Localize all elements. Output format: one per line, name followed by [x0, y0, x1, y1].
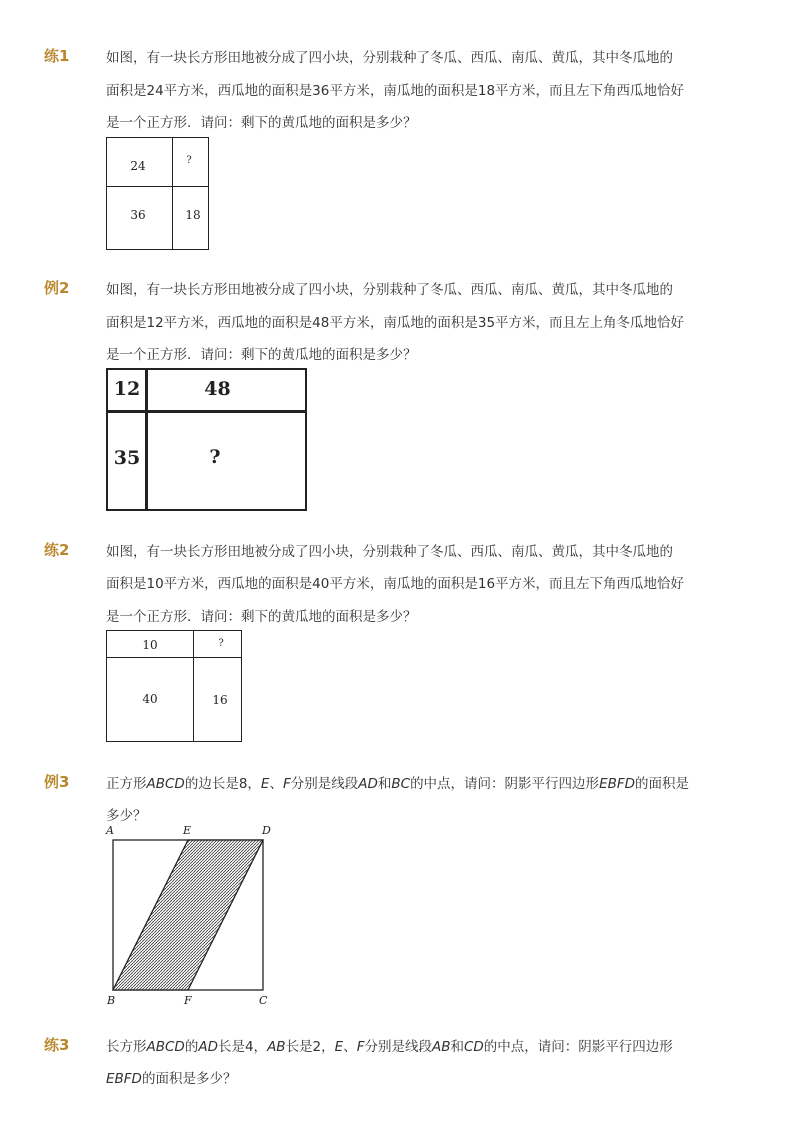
- point-label: E: [183, 824, 192, 837]
- field-cell-pumpkin: 18: [185, 208, 201, 222]
- field-cell-cucumber: ?: [186, 155, 192, 166]
- problem-text-line: 如图，有一块长方形田地被分成了四小块，分别栽种了冬瓜、西瓜、南瓜、黄瓜，其中冬瓜地的: [106, 544, 673, 560]
- problem-text-line: 如图，有一块长方形田地被分成了四小块，分别栽种了冬瓜、西瓜、南瓜、黄瓜，其中冬瓜地的: [106, 50, 673, 66]
- field-cell-watermelon: 36: [130, 208, 146, 222]
- problem-text-line: 正方形ABCD的边长是8，E、F分别是线段AD和BC的中点，请问：阴影平行四边形EBFD的面积是: [106, 776, 690, 792]
- problem-label: 练3: [44, 1036, 70, 1054]
- problem-label: 练2: [44, 541, 70, 559]
- point-label: C: [259, 994, 268, 1007]
- field-cell-winter-melon: 12: [113, 378, 141, 400]
- point-label: A: [106, 824, 114, 837]
- problem-text-line: 多少？: [106, 808, 147, 824]
- problem-label: 例2: [44, 279, 70, 297]
- field-cell-winter-melon: 24: [130, 159, 146, 173]
- problem-text-line: EBFD的面积是多少？: [106, 1071, 237, 1087]
- problem-text-line: 面积是24平方米，西瓜地的面积是36平方米，南瓜地的面积是18平方米，而且左下角西瓜地恰好: [106, 83, 685, 99]
- problem-text-line: 是一个正方形．请问：剩下的黄瓜地的面积是多少？: [106, 609, 417, 625]
- point-label: B: [107, 994, 116, 1007]
- field-cell-winter-melon: 10: [142, 638, 158, 652]
- field-cell-watermelon: 48: [204, 378, 231, 400]
- problem-label: 例3: [44, 773, 70, 791]
- field-cell-watermelon: 40: [142, 692, 158, 706]
- field-cell-cucumber: ?: [218, 638, 224, 649]
- point-label: D: [262, 824, 271, 837]
- point-label: F: [184, 994, 192, 1007]
- problem-text-line: 面积是12平方米，西瓜地的面积是48平方米，南瓜地的面积是35平方米，而且左上角冬瓜地恰好: [106, 315, 685, 331]
- problem-text-line: 是一个正方形．请问：剩下的黄瓜地的面积是多少？: [106, 115, 417, 131]
- shaded-parallelogram: [113, 840, 263, 990]
- problem-label: 练1: [44, 47, 70, 65]
- problem-text-line: 面积是10平方米，西瓜地的面积是40平方米，南瓜地的面积是16平方米，而且左下角西瓜地恰好: [106, 576, 685, 592]
- problem-text-line: 长方形ABCD的AD长是4，AB长是2，E、F分别是线段AB和CD的中点，请问：阴影平行四边形: [106, 1039, 673, 1055]
- field-cell-pumpkin: 16: [212, 693, 228, 707]
- field-cell-cucumber: ?: [209, 446, 221, 468]
- problem-text-line: 如图，有一块长方形田地被分成了四小块，分别栽种了冬瓜、西瓜、南瓜、黄瓜，其中冬瓜地的: [106, 282, 673, 298]
- field-cell-pumpkin: 35: [113, 447, 141, 469]
- problem-text-line: 是一个正方形．请问：剩下的黄瓜地的面积是多少？: [106, 347, 417, 363]
